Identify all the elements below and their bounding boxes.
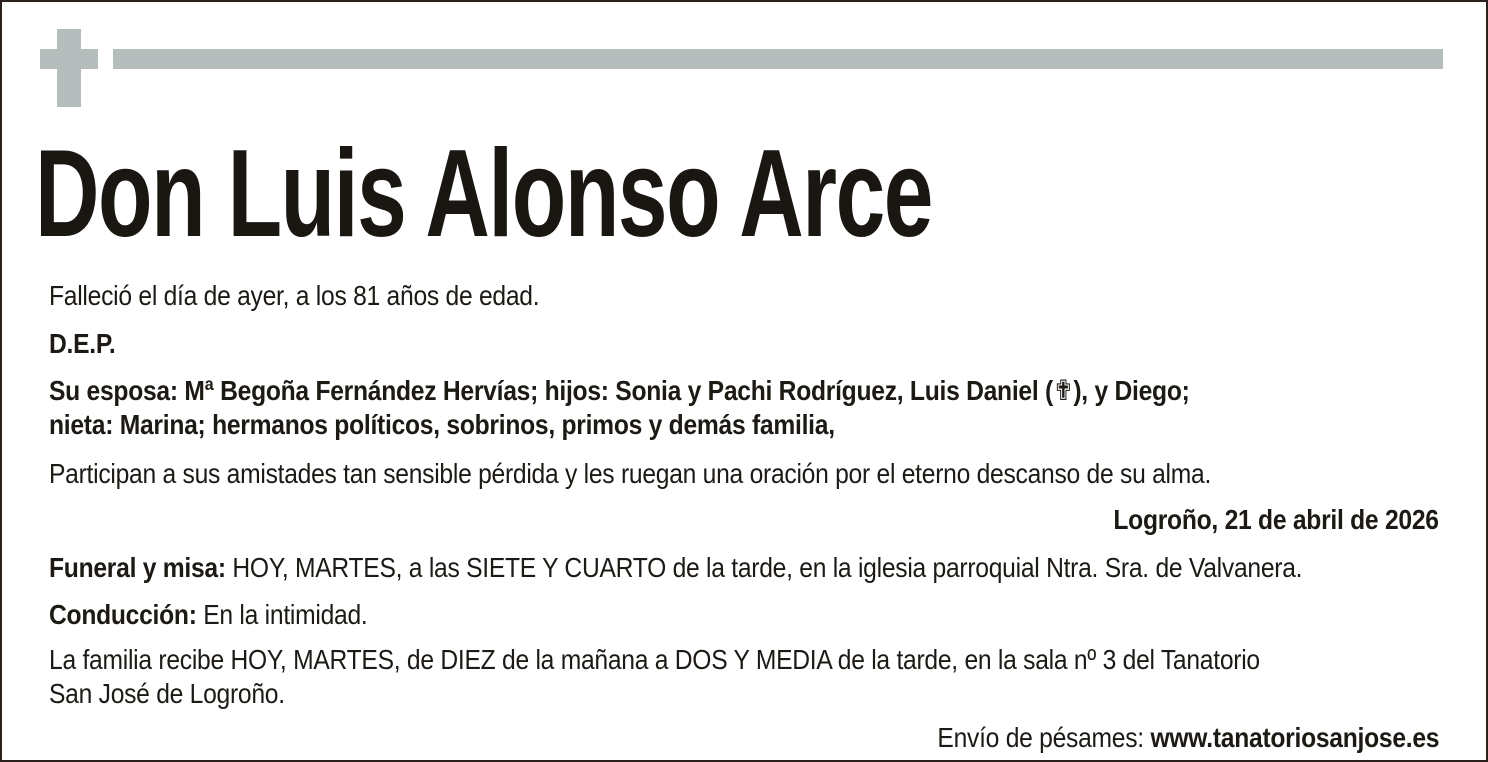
family-line-1: Su esposa: Mª Begoña Fernández Hervías; hijos: Sonia y Pachi Rodríguez, Luis Daniel (✟), y Diego; bbox=[49, 375, 1190, 406]
funeral-line bbox=[49, 551, 1302, 585]
condolences-label: Envío de pésames: bbox=[937, 722, 1151, 753]
reception-paragraph bbox=[49, 643, 1260, 711]
family-line-2: nieta: Marina; hermanos políticos, sobrinos, primos y demás familia, bbox=[49, 409, 835, 440]
reception-line-2: San José de Logroño. bbox=[49, 678, 285, 709]
family-paragraph bbox=[49, 374, 1190, 442]
latin-cross-icon bbox=[40, 49, 98, 69]
funeral-label: Funeral y misa: bbox=[49, 552, 226, 583]
participation-line: Participan a sus amistades tan sensible pérdida y les ruegan una oración por el eterno descanso de su alma. bbox=[49, 458, 1212, 489]
dateline: Logroño, 21 de abril de 2026 bbox=[1113, 504, 1439, 535]
deceased-name-title: Don Luis Alonso Arce bbox=[35, 125, 932, 263]
conduccion-details: En la intimidad. bbox=[196, 599, 368, 630]
conduccion-line bbox=[49, 598, 367, 632]
header-bar bbox=[113, 49, 1443, 69]
death-announcement-line: Falleció el día de ayer, a los 81 años de edad. bbox=[49, 280, 540, 311]
funeral-details: HOY, MARTES, a las SIETE Y CUARTO de la tarde, en la iglesia parroquial Ntra. Sra. de Valvanera. bbox=[225, 552, 1303, 583]
reception-line-1: La familia recibe HOY, MARTES, de DIEZ de la mañana a DOS Y MEDIA de la tarde, en la sala nº 3 del Tanatorio bbox=[49, 644, 1260, 675]
conduccion-label: Conducción: bbox=[49, 599, 197, 630]
dep-abbreviation: D.E.P. bbox=[49, 328, 116, 359]
condolences-url-link[interactable]: www.tanatoriosanjose.es bbox=[1150, 722, 1439, 753]
condolences-line bbox=[937, 721, 1439, 755]
